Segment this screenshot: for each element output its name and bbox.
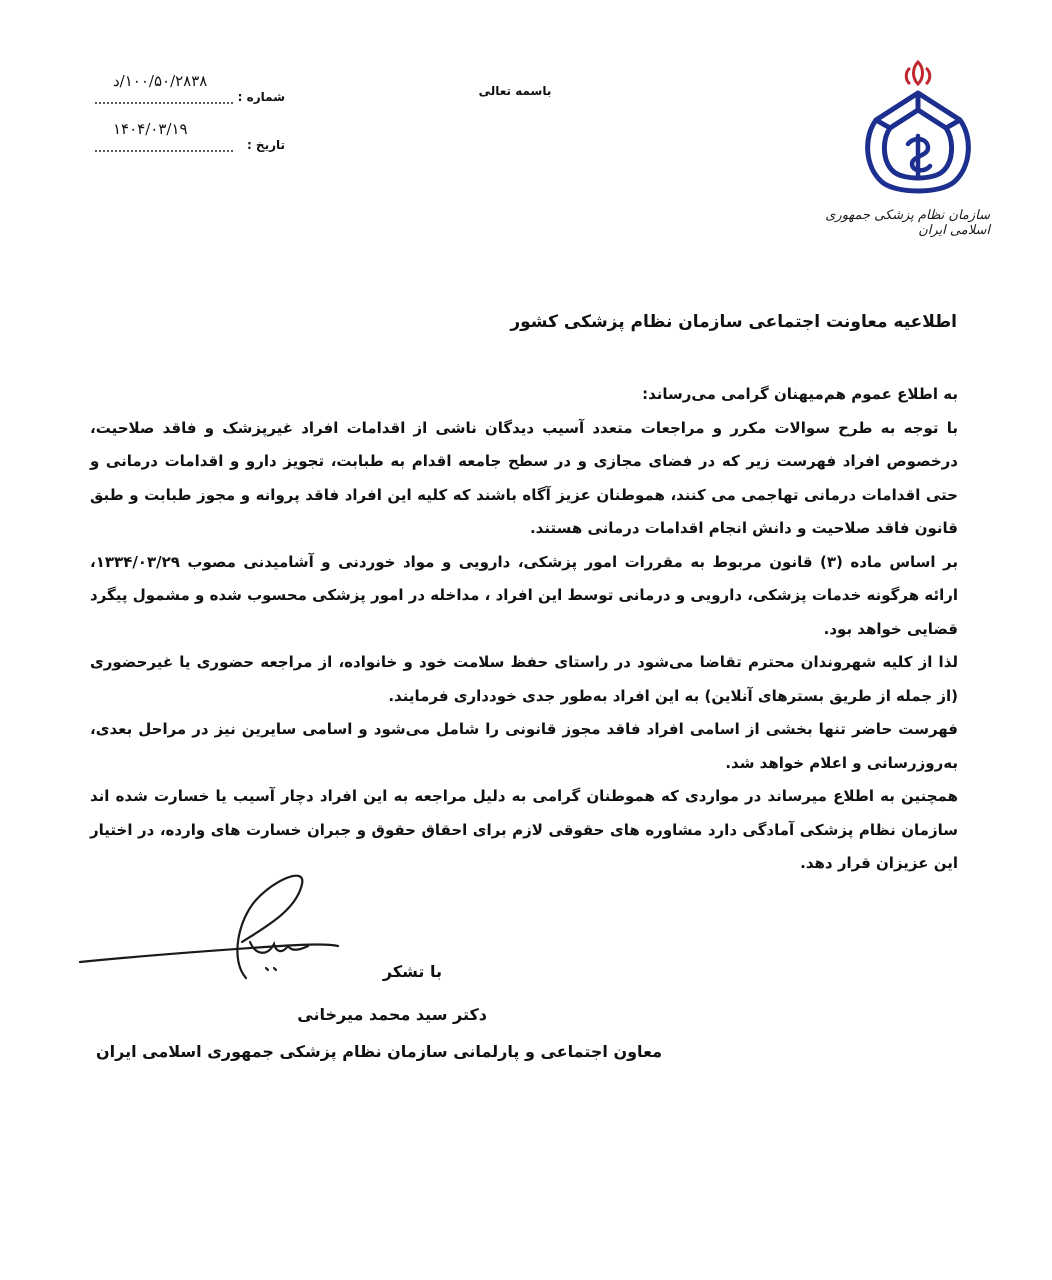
invocation-text: باسمه تعالی — [478, 84, 552, 98]
signer-name: دکتر سید محمد میرخانی — [297, 1005, 487, 1024]
body-paragraph-5: همچنین به اطلاع میرساند در مواردی که هموطنان گرامی به دلیل مراجعه به این افراد دچار آسیب یا خسارت شده اند سازمان نظام پزشکی آمادگی دارد مشاوره های حقوقی لازم برای احقاق حقوق و جبران خسارت های وارده، در اختیار این عزیزان قرار دهد. — [90, 787, 958, 872]
organization-name: سازمان نظام پزشکی جمهوری اسلامی ایران — [825, 208, 990, 238]
handwritten-signature — [70, 860, 370, 1000]
letter-date-label: تاریخ : — [246, 138, 285, 152]
letter-date-value: ۱۴۰۴/۰۳/۱۹ — [113, 120, 188, 138]
page-title: اطلاعیه معاونت اجتماعی سازمان نظام پزشکی کشور — [510, 312, 957, 332]
letter-date-row — [95, 120, 285, 160]
signer-position: معاون اجتماعی و پارلمانی سازمان نظام پزشکی جمهوری اسلامی ایران — [96, 1042, 662, 1061]
letter-date-dotted-line — [95, 150, 233, 152]
body-paragraph-3: لذا از کلیه شهروندان محترم تقاضا می‌شود در راستای حفظ سلامت خود و خانواده، از مراجعه حضوری یا غیرحضوری (از جمله از طریق بسترهای آنلاین) به این افراد به‌طور جدی خودداری فرمایند. — [90, 653, 958, 705]
letter-number-dotted-line — [95, 102, 233, 104]
medical-council-emblem-icon — [848, 58, 978, 203]
body-paragraph-1: با توجه به طرح سوالات مکرر و مراجعات متعدد آسیب دیدگان ناشی از اقدامات افراد غیرپزشک و فاقد صلاحیت، درخصوص افراد فهرست زیر که در فضای مجازی و در سطح جامعه اقدام به طبابت، تجویز دارو و اقدامات درمانی و حتی اقدامات درمانی تهاجمی می کنند، هموطنان عزیز آگاه باشند که کلیه این افراد فاقد پروانه و مجوز طبابت و طبق قانون فاقد صلاحیت و دانش انجام اقدامات درمانی هستند. — [90, 418, 958, 537]
body-paragraph-greeting: به اطلاع عموم هم‌میهنان گرامی می‌رساند: — [642, 385, 958, 403]
letter-number-label: شماره : — [237, 90, 285, 104]
closing-thanks: با تشکر — [382, 962, 442, 981]
letter-number-row — [95, 72, 285, 112]
body-paragraph-2: بر اساس ماده (۳) قانون مربوط به مقررات امور پزشکی، دارویی و مواد خوردنی و آشامیدنی مصوب ۱۳۳۴/۰۳/۲۹، ارائه هرگونه خدمات پزشکی، دارویی و درمانی توسط این افراد ، مداخله در امور پزشکی محسوب شده و مشمول پیگرد قضایی خواهد بود. — [90, 552, 959, 638]
organization-logo — [820, 58, 990, 248]
iran-emblem-icon — [906, 62, 930, 84]
letter-number-value: ۱۰۰/۵۰/۲۸۳۸/د — [113, 72, 208, 90]
letter-body — [90, 378, 958, 881]
body-paragraph-4: فهرست حاضر تنها بخشی از اسامی افراد فاقد مجوز قانونی را شامل می‌شود و اسامی سایرین نیز در مراحل بعدی، به‌روزرسانی و اعلام خواهد شد. — [90, 720, 958, 772]
